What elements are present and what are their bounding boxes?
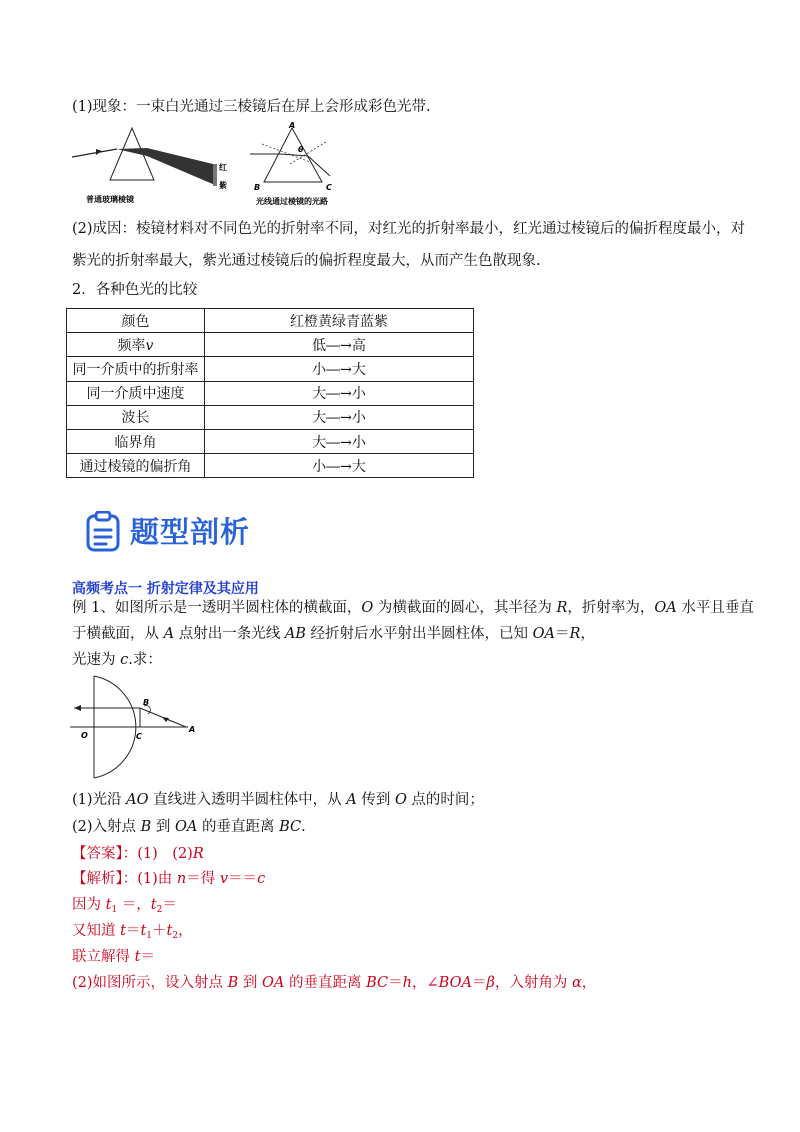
label-A: A — [289, 121, 296, 130]
fig1-caption: 普通玻璃棱镜 — [86, 195, 134, 204]
cause-line-1: (2)成因：棱镜材料对不同色光的折射率不同，对红光的折射率最小，红光通过棱镜后的偏折程度最小，对 — [72, 221, 746, 237]
table-cell-label: 同一介质中的折射率 — [67, 357, 205, 381]
table-row — [67, 357, 474, 381]
dispersed-beam — [117, 148, 217, 185]
prism-lightpath-figure — [250, 120, 360, 210]
answer-line: 【答案】：(1) (2)R — [72, 846, 204, 862]
example-line-1: 例 1、如图所示是一透明半圆柱体的横截面，O 为横截面的圆心，其半径为 R，折射率为，OA 水平且垂直 — [72, 600, 754, 616]
table-row — [67, 381, 474, 405]
label-A: A — [189, 725, 196, 734]
label-O: O — [81, 731, 88, 740]
semicircle-figure — [70, 672, 210, 782]
label-theta: θ — [298, 145, 304, 154]
analysis-line-5: (2)如图所示，设入射点 B 到 OA 的垂直距离 BC＝h，∠BOA＝β，入射角为 α， — [72, 975, 597, 991]
table-cell-value: 小―→大 — [205, 357, 474, 381]
table-row — [67, 333, 474, 357]
table-cell-value: 大―→小 — [205, 405, 474, 429]
table-row — [67, 429, 474, 453]
table-cell-value: 低―→高 — [205, 333, 474, 357]
question-2: (2)入射点 B 到 OA 的垂直距离 BC. — [72, 819, 306, 835]
normal-2 — [290, 142, 326, 164]
table-cell-label: 同一介质中速度 — [67, 381, 205, 405]
clipboard-icon — [84, 511, 124, 553]
table-cell-label: 临界角 — [67, 429, 205, 453]
example-line-3: 光速为 c.求： — [72, 652, 162, 668]
table-cell-value: 大―→小 — [205, 381, 474, 405]
label-B: B — [254, 183, 261, 192]
analysis-line-1: 【解析】：(1)由 n＝得 v＝＝c — [72, 871, 266, 887]
incident-ray — [72, 149, 117, 157]
table-header-row — [67, 309, 474, 333]
table-cell-label: 频率v — [67, 333, 205, 357]
keypoint-title: 高频考点一 折射定律及其应用 — [72, 581, 259, 597]
cause-line-2: 紫光的折射率最大，紫光通过棱镜后的偏折程度最大，从而产生色散现象. — [72, 253, 541, 269]
label-B: B — [143, 698, 150, 707]
label-C: C — [136, 732, 142, 741]
table-cell-value: 大―→小 — [205, 429, 474, 453]
analysis-line-3: 又知道 $t=t_1+t_2$， — [72, 923, 193, 941]
red-label: 红 — [219, 163, 227, 172]
violet-label: 紫 — [219, 181, 227, 190]
table-cell-label: 通过棱镜的偏折角 — [67, 454, 205, 478]
table-row — [67, 454, 474, 478]
example-line-2: 于横截面，从 A 点射出一条光线 AB 经折射后水平射出半圆柱体，已知 OA＝R， — [72, 626, 595, 642]
table-cell-label: 波长 — [67, 405, 205, 429]
analysis-line-4: 联立解得 t＝ — [72, 949, 155, 965]
exit-arrow — [74, 705, 81, 711]
section-heading: 题型剖析 — [130, 515, 251, 549]
question-1: (1)光沿 AO 直线进入透明半圆柱体中，从 A 传到 O 点的时间； — [72, 792, 484, 808]
fig2-caption: 光线通过棱镜的光路 — [256, 197, 328, 206]
phenomenon-text: (1)现象：一束白光通过三棱镜后在屏上会形成彩色光带. — [72, 99, 431, 115]
prism-dispersion-figure — [72, 122, 242, 208]
label-C: C — [326, 183, 332, 192]
analysis-line-2: 因为 $t_1$ ＝，$t_2=$ — [72, 897, 177, 915]
exit-line — [308, 156, 330, 176]
section2-title: 2．各种色光的比较 — [72, 282, 198, 298]
color-comparison-table — [66, 308, 474, 478]
table-row — [67, 405, 474, 429]
table-header-cell: 红橙黄绿青蓝紫 — [205, 309, 474, 333]
table-cell-value: 小―→大 — [205, 454, 474, 478]
screen-band — [213, 164, 217, 186]
table-header-cell: 颜色 — [67, 309, 205, 333]
